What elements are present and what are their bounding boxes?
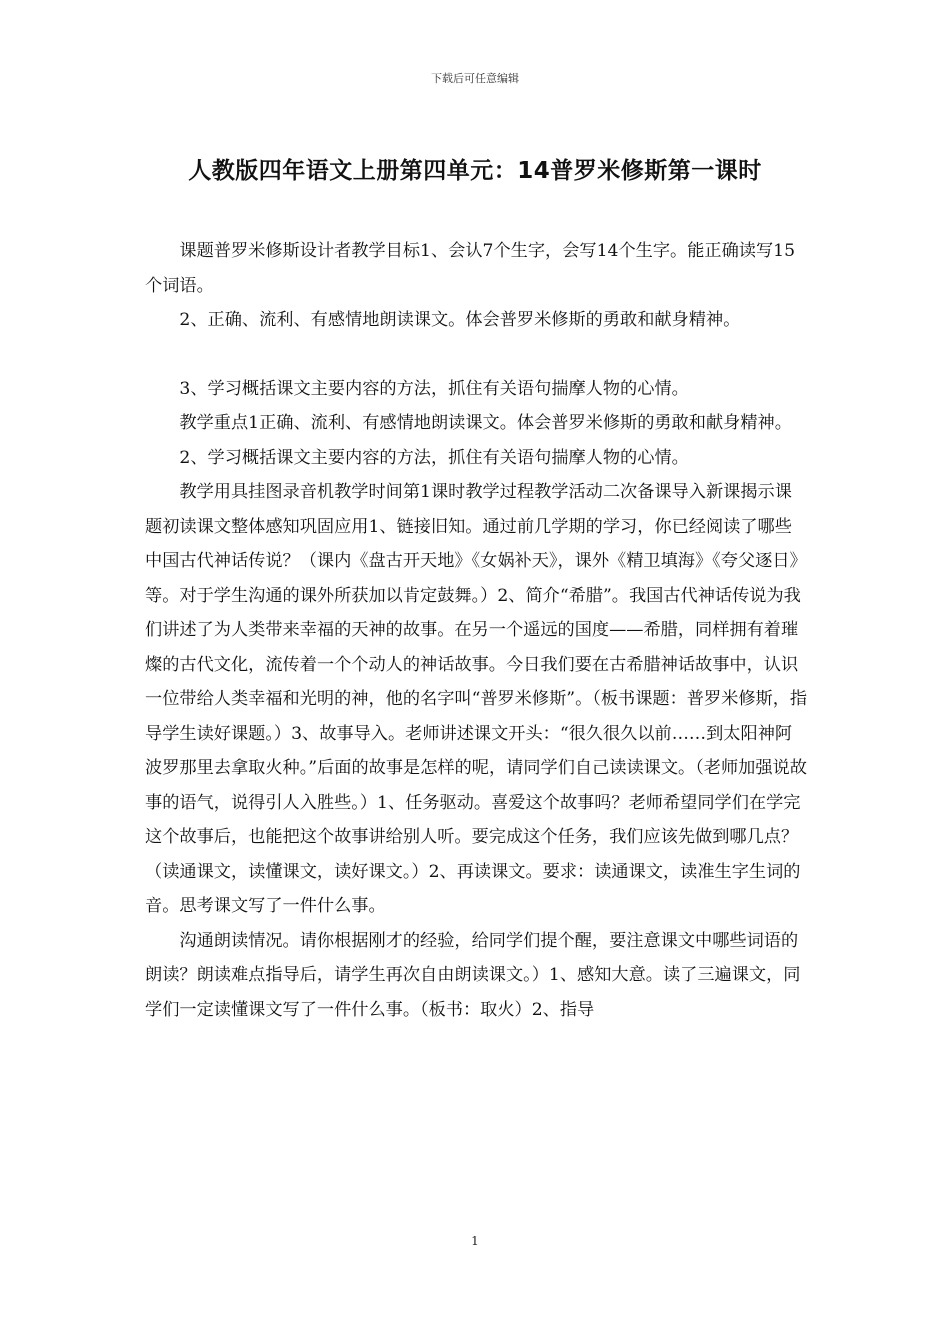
paragraph-key-point-2: 2、学习概括课文主要内容的方法，抓住有关语句揣摩人物的心情。 [179,447,689,468]
paragraph-teaching-process: 教学用具挂图录音机教学时间第1课时教学过程教学活动二次备课导入新课揭示课题初读课文整体感知巩固应用1、链接旧知。通过前几学期的学习，你已经阅读了哪些中国古代神话传说？（课内《盘古开天地》《女娲补天》，课外《精卫填海》《夸父逐日》等。对于学生沟通的课外所获加以肯定鼓舞。）2、简介“希腊”。我国古代神话传说为我们讲述了为人类带来幸福的天神的故事。在另一个遥远的国度——希腊，同样拥有着璀燦的古代文化，流传着一个个动人的神话故事。今日我们要在古希腊神话故事中，认识一位带给人类幸福和光明的神，他的名字叫“普罗米修斯”。（板书课题：普罗米修斯，指导学生读好课题。）3、故事导入。老师讲述课文开头：“很久很久以前……到太阳神阿波罗那里去拿取火种。”后面的故事是怎样的呢，请同学们自己读读课文。（老师加强说故事的语气，说得引人入胜些。）1、任务驱动。喜爱这个故事吗？老师希望同学们在学完这个故事后，也能把这个故事讲给别人听。要完成这个任务，我们应该先做到哪几点？（读通课文，读懂课文，读好课文。）2、再读课文。要求：读通课文，读准生字生词的音。思考课文写了一件什么事。 [145,482,808,916]
page-number: 1 [471,1234,479,1248]
document-body [145,234,809,1027]
document-title: 人教版四年语文上册第四单元：14普罗米修斯第一课时 [188,158,762,184]
paragraph-reading-exchange: 沟通朗读情况。请你根据刚才的经验，给同学们提个醒，要注意课文中哪些词语的朗读？朗读难点指导后，请学生再次自由朗读课文。）1、感知大意。读了三遍课文，同学们一定读懂课文写了一件什么事。（板书：取火）2、指导 [145,930,801,1020]
paragraph-objective-3: 3、学习概括课文主要内容的方法，抓住有关语句揣摩人物的心情。 [179,378,689,399]
paragraph-key-points: 教学重点1正确、流利、有感情地朗读课文。体会普罗米修斯的勇敢和献身精神。 [179,413,792,433]
paragraph-objective-2: 2、正确、流利、有感情地朗读课文。体会普罗米修斯的勇敢和献身精神。 [179,310,741,330]
header-note: 下载后可任意编辑 [431,72,519,85]
paragraph-objectives: 课题普罗米修斯设计者教学目标1、会认7个生字，会写14个生字。能正确读写15个词语。 [145,241,796,296]
